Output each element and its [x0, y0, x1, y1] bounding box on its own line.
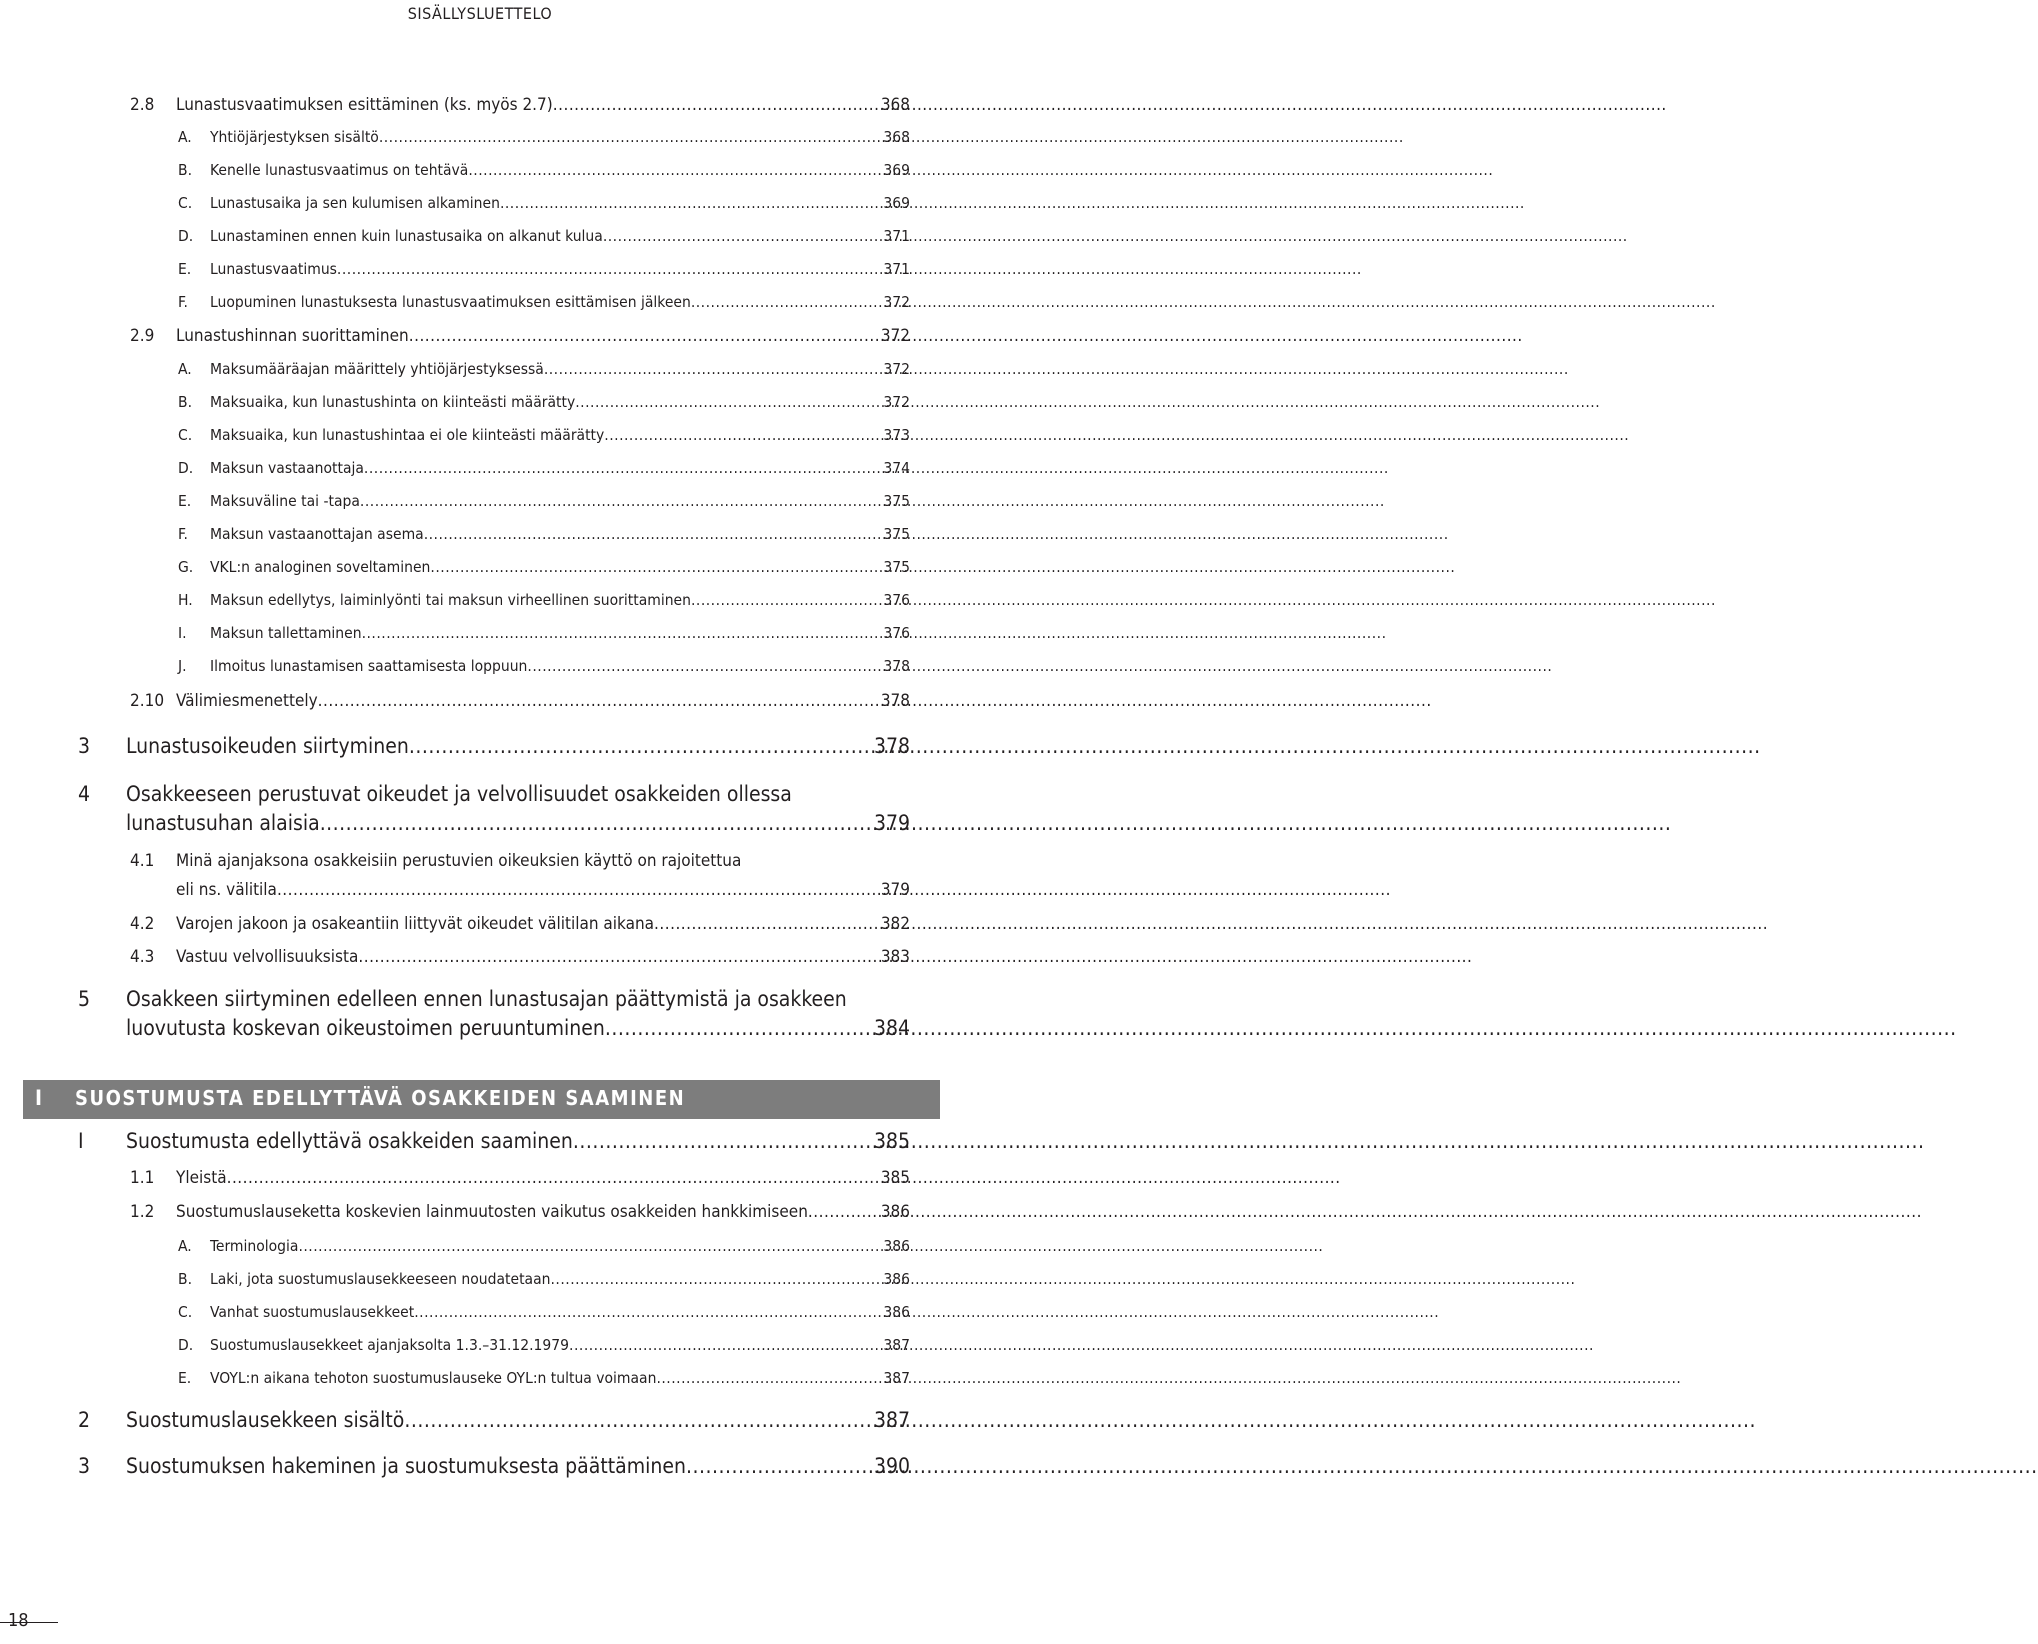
entry-page: 378 [883, 657, 910, 675]
dot-leader [298, 1237, 839, 1255]
toc-entry[interactable] [178, 525, 910, 547]
entry-title: eli ns. välitila [176, 880, 277, 900]
section-title: SUOSTUMUSTA EDELLYTTÄVÄ OSAKKEIDEN SAAMINEN [75, 1086, 686, 1110]
dot-leader [277, 880, 839, 900]
chapter-number: 3 [78, 734, 91, 758]
dot-leader [337, 260, 839, 278]
entry-number: A. [178, 360, 192, 378]
entry-number: A. [178, 1237, 192, 1255]
entry-number: B. [178, 161, 192, 179]
entry-page: 387 [883, 1336, 910, 1354]
chapter-number: 3 [78, 1454, 91, 1478]
entry-title: Lunastusvaatimuksen esittäminen (ks. myös 2.7) [176, 95, 553, 115]
toc-entry[interactable] [178, 459, 910, 481]
toc-chapter-line2[interactable] [126, 811, 910, 841]
dot-leader [691, 591, 839, 609]
entry-number: D. [178, 1336, 194, 1354]
toc-entry[interactable] [178, 360, 910, 382]
entry-number: 2.9 [130, 326, 155, 346]
entry-page: 368 [880, 95, 910, 115]
toc-entry[interactable] [178, 128, 910, 150]
toc-entry[interactable] [178, 1336, 910, 1358]
entry-number: D. [178, 459, 194, 477]
entry-page: 371 [883, 260, 910, 278]
dot-leader [654, 914, 839, 934]
entry-page: 382 [880, 914, 910, 934]
toc-entry[interactable] [178, 393, 910, 415]
chapter-title-line1: Osakkeeseen perustuvat oikeudet ja velvollisuudet osakkeiden ollessa [126, 782, 792, 806]
entry-page: 386 [883, 1237, 910, 1255]
entry-title: Yhtiöjärjestyksen sisältö [210, 128, 379, 146]
entry-page: 375 [883, 558, 910, 576]
dot-leader [550, 1270, 839, 1288]
entry-page: 374 [883, 459, 910, 477]
page-number: 18 [8, 1610, 29, 1631]
entry-number: E. [178, 492, 192, 510]
toc-chapter-line1[interactable] [78, 782, 792, 812]
dot-leader [527, 657, 839, 675]
toc-entry[interactable] [130, 914, 910, 938]
toc-entry[interactable] [178, 293, 910, 315]
entry-page: 375 [883, 492, 910, 510]
toc-chapter[interactable] [78, 1408, 910, 1438]
entry-page: 386 [883, 1303, 910, 1321]
dot-leader [409, 326, 839, 346]
dot-leader [604, 426, 839, 444]
toc-entry[interactable] [130, 691, 910, 715]
toc-entry[interactable] [178, 591, 910, 613]
running-header: SISÄLLYSLUETTELO [407, 4, 553, 23]
entry-page: 387 [883, 1369, 910, 1387]
entry-title: Lunastusvaatimus [210, 260, 337, 278]
entry-page: 369 [883, 161, 910, 179]
chapter-page: 379 [873, 811, 910, 835]
chapter-title-line1: Osakkeen siirtyminen edelleen ennen lunastusajan päättymistä ja osakkeen [126, 987, 847, 1011]
dot-leader [227, 1168, 839, 1188]
entry-title: Suostumuslausekkeet ajanjaksolta 1.3.–31.12.1979 [210, 1336, 570, 1354]
entry-title: Lunastaminen ennen kuin lunastusaika on alkanut kulua [210, 227, 603, 245]
dot-leader [379, 128, 839, 146]
chapter-page: 384 [873, 1016, 910, 1040]
entry-title: Lunastushinnan suorittaminen [176, 326, 409, 346]
toc-entry[interactable] [178, 161, 910, 183]
entry-number: B. [178, 1270, 192, 1288]
toc-entry[interactable] [130, 947, 910, 971]
entry-page: 386 [883, 1270, 910, 1288]
entry-title: Luopuminen lunastuksesta lunastusvaatimuksen esittämisen jälkeen [210, 293, 691, 311]
entry-page: 372 [883, 293, 910, 311]
entry-number: G. [178, 558, 194, 576]
entry-title: Maksumääräajan määrittely yhtiöjärjestyksessä [210, 360, 544, 378]
dot-leader [544, 360, 839, 378]
entry-title-line1: Minä ajanjaksona osakkeisiin perustuvien oikeuksien käyttö on rajoitettua [176, 851, 742, 871]
entry-page: 368 [883, 128, 910, 146]
toc-entry-line1[interactable] [130, 851, 741, 875]
entry-number: F. [178, 293, 188, 311]
entry-title: Maksuväline tai -tapa [210, 492, 360, 510]
dot-leader [409, 734, 839, 758]
entry-title: Ilmoitus lunastamisen saattamisesta loppuun [210, 657, 528, 675]
dot-leader [808, 1202, 839, 1222]
toc-chapter[interactable] [78, 1454, 910, 1484]
toc-entry[interactable] [130, 95, 910, 119]
entry-number: 2.10 [130, 691, 165, 711]
entry-number: 2.8 [130, 95, 155, 115]
toc-entry-line2[interactable] [176, 880, 910, 904]
entry-title: Vanhat suostumuslausekkeet [210, 1303, 415, 1321]
entry-number: B. [178, 393, 192, 411]
dot-leader [656, 1369, 839, 1387]
entry-number: 1.2 [130, 1202, 155, 1222]
dot-leader [430, 558, 839, 576]
dot-leader [424, 525, 839, 543]
dot-leader [500, 194, 839, 212]
entry-number: A. [178, 128, 192, 146]
dot-leader [360, 492, 839, 510]
entry-page: 373 [883, 426, 910, 444]
toc-entry[interactable] [178, 657, 910, 679]
dot-leader [691, 293, 839, 311]
entry-number: C. [178, 426, 193, 444]
entry-page: 369 [883, 194, 910, 212]
entry-title: Maksun vastaanottaja [210, 459, 364, 477]
toc-entry[interactable] [178, 1237, 910, 1259]
toc-entry[interactable] [178, 492, 910, 514]
entry-number: 1.1 [130, 1168, 155, 1188]
entry-number: E. [178, 1369, 192, 1387]
entry-number: J. [178, 657, 187, 675]
toc-chapter-line1[interactable] [78, 987, 847, 1017]
toc-entry[interactable] [178, 260, 910, 282]
chapter-number: 4 [78, 782, 91, 806]
entry-page: 372 [880, 326, 910, 346]
entry-title: Yleistä [176, 1168, 227, 1188]
entry-title: VKL:n analoginen soveltaminen [210, 558, 431, 576]
entry-title: Maksuaika, kun lunastushintaa ei ole kiinteästi määrätty [210, 426, 605, 444]
toc-chapter-line2[interactable] [126, 1016, 910, 1046]
entry-title: VOYL:n aikana tehoton suostumuslauseke OYL:n tultua voimaan [210, 1369, 657, 1387]
dot-leader [414, 1303, 839, 1321]
dot-leader [573, 1129, 839, 1153]
toc-entry[interactable] [130, 1168, 910, 1192]
entry-number: E. [178, 260, 192, 278]
entry-number: I. [178, 624, 187, 642]
dot-leader [569, 1336, 839, 1354]
entry-number: 4.2 [130, 914, 155, 934]
chapter-number: I [78, 1129, 84, 1153]
chapter-title: Lunastusoikeuden siirtyminen [126, 734, 409, 758]
toc-entry[interactable] [130, 326, 910, 350]
toc-entry[interactable] [178, 1303, 910, 1325]
chapter-number: 2 [78, 1408, 91, 1432]
chapter-page: 387 [873, 1408, 910, 1432]
toc-entry[interactable] [178, 1270, 910, 1292]
toc-chapter[interactable] [78, 1129, 910, 1159]
section-banner [23, 1080, 940, 1119]
entry-title: Välimiesmenettely [176, 691, 318, 711]
entry-title: Laki, jota suostumuslausekkeeseen noudatetaan [210, 1270, 551, 1288]
chapter-title: Suostumusta edellyttävä osakkeiden saaminen [126, 1129, 573, 1153]
toc-entry[interactable] [130, 1202, 910, 1226]
toc-chapter[interactable] [78, 734, 910, 764]
entry-title: Lunastusaika ja sen kulumisen alkaminen [210, 194, 500, 212]
entry-page: 375 [883, 525, 910, 543]
entry-page: 383 [880, 947, 910, 967]
entry-page: 378 [880, 691, 910, 711]
dot-leader [575, 393, 839, 411]
toc-entry[interactable] [178, 1369, 910, 1391]
chapter-title: lunastusuhan alaisia [126, 811, 320, 835]
dot-leader [686, 1454, 839, 1478]
entry-number: 4.3 [130, 947, 155, 967]
chapter-number: 5 [78, 987, 91, 1011]
entry-number: 4.1 [130, 851, 155, 871]
entry-title: Maksuaika, kun lunastushinta on kiinteästi määrätty [210, 393, 576, 411]
dot-leader [404, 1408, 839, 1432]
dot-leader [364, 459, 839, 477]
entry-title: Varojen jakoon ja osakeantiin liittyvät oikeudet välitilan aikana [176, 914, 655, 934]
entry-title: Maksun edellytys, laiminlyönti tai maksun virheellinen suorittaminen [210, 591, 691, 609]
entry-page: 372 [883, 360, 910, 378]
entry-page: 385 [880, 1168, 910, 1188]
chapter-page: 378 [873, 734, 910, 758]
entry-title: Vastuu velvollisuuksista [176, 947, 359, 967]
chapter-title: luovutusta koskevan oikeustoimen peruuntuminen [126, 1016, 605, 1040]
dot-leader [362, 624, 839, 642]
dot-leader [603, 227, 839, 245]
entry-title: Terminologia [210, 1237, 299, 1255]
chapter-title: Suostumuksen hakeminen ja suostumuksesta päättäminen [126, 1454, 686, 1478]
toc-entry[interactable] [178, 426, 910, 448]
entry-page: 376 [883, 591, 910, 609]
entry-page: 386 [880, 1202, 910, 1222]
entry-number: D. [178, 227, 194, 245]
section-number: I [35, 1086, 43, 1110]
entry-page: 372 [883, 393, 910, 411]
toc-entry[interactable] [178, 624, 910, 646]
entry-number: C. [178, 194, 193, 212]
entry-page: 371 [883, 227, 910, 245]
chapter-title: Suostumuslausekkeen sisältö [126, 1408, 405, 1432]
entry-title: Kenelle lunastusvaatimus on tehtävä [210, 161, 469, 179]
entry-number: H. [178, 591, 193, 609]
dot-leader [358, 947, 839, 967]
entry-number: F. [178, 525, 188, 543]
chapter-page: 385 [873, 1129, 910, 1153]
entry-title: Suostumuslauseketta koskevien lainmuutosten vaikutus osakkeiden hankkimiseen [176, 1202, 808, 1222]
dot-leader [553, 95, 839, 115]
toc-entry[interactable] [178, 227, 910, 249]
dot-leader [468, 161, 839, 179]
dot-leader [318, 691, 839, 711]
entry-number: C. [178, 1303, 193, 1321]
toc-entry[interactable] [178, 558, 910, 580]
entry-title: Maksun tallettaminen [210, 624, 362, 642]
entry-page: 376 [883, 624, 910, 642]
entry-page: 379 [880, 880, 910, 900]
chapter-page: 390 [873, 1454, 910, 1478]
entry-title: Maksun vastaanottajan asema [210, 525, 424, 543]
dot-leader [605, 1016, 839, 1040]
dot-leader [320, 811, 839, 835]
toc-entry[interactable] [178, 194, 910, 216]
